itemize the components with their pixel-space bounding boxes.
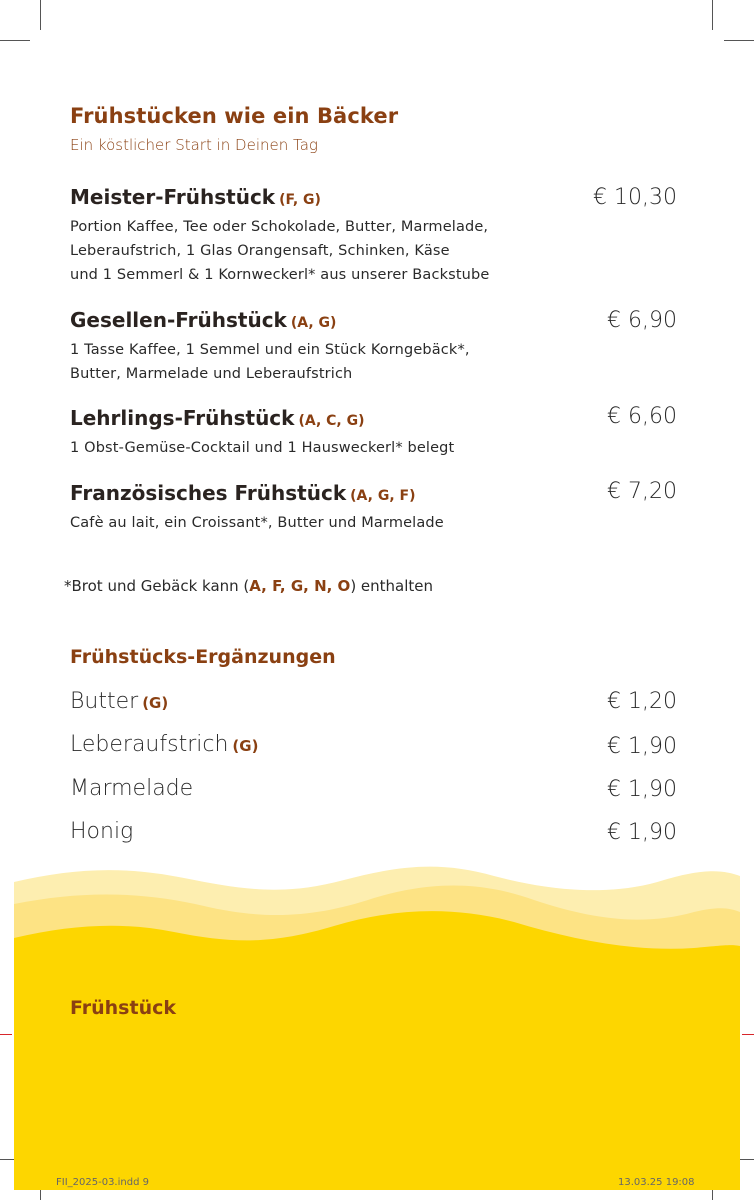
- footnote-text: ) enthalten: [350, 577, 434, 595]
- menu-item-description: [70, 511, 690, 535]
- allergen-codes: (F, G): [279, 192, 321, 208]
- extra-item-price: € 1,90: [607, 734, 677, 759]
- description-line: Butter, Marmelade und Leberaufstrich: [70, 366, 353, 382]
- description-line: Cafè au lait, ein Croissant*, Butter und Marmelade: [70, 515, 444, 531]
- footnote: [64, 577, 433, 595]
- print-slug: 13.03.25 19:08: [618, 1177, 695, 1188]
- extra-item-name: Honig: [70, 819, 134, 844]
- extras-heading: Frühstücks-Ergänzungen: [70, 646, 336, 668]
- description-line: 1 Tasse Kaffee, 1 Semmel und ein Stück Korngebäck*,: [70, 342, 470, 358]
- description-line: Leberaufstrich, 1 Glas Orangensaft, Schinken, Käse: [70, 243, 450, 259]
- extra-item: [70, 732, 258, 757]
- extra-item-price: € 1,90: [607, 820, 677, 845]
- menu-item-title: [70, 307, 690, 336]
- description-line: Portion Kaffee, Tee oder Schokolade, Butter, Marmelade,: [70, 219, 489, 235]
- menu-item-description: [70, 215, 690, 287]
- page-title: Frühstücken wie ein Bäcker: [70, 104, 399, 128]
- menu-item-name: Meister-Frühstück: [70, 185, 276, 209]
- menu-item: [70, 480, 690, 535]
- menu-item-name: Lehrlings-Frühstück: [70, 406, 295, 430]
- extra-item-name: Leberaufstrich: [70, 732, 229, 757]
- menu-item-title: [70, 405, 690, 434]
- menu-item: [70, 307, 690, 386]
- wave-background: [14, 860, 740, 1190]
- crop-mark: [712, 0, 713, 30]
- print-slug: FII_2025-03.indd 9: [56, 1177, 149, 1188]
- footer-title: Frühstück: [70, 997, 177, 1019]
- menu-item-price: € 6,60: [607, 404, 677, 429]
- wave-main: [14, 911, 740, 1190]
- menu-item-price: € 7,20: [607, 479, 677, 504]
- allergen-codes: (A, C, G): [298, 413, 365, 429]
- menu-item-description: [70, 338, 690, 386]
- description-line: 1 Obst-Gemüse-Cocktail und 1 Hausweckerl* belegt: [70, 440, 455, 456]
- allergen-codes: (G): [232, 737, 259, 755]
- page-subtitle: Ein köstlicher Start in Deinen Tag: [70, 136, 318, 154]
- menu-item: [70, 405, 690, 460]
- menu-item-name: Gesellen-Frühstück: [70, 308, 287, 332]
- allergen-codes: (A, G): [290, 315, 337, 331]
- extra-item: [70, 776, 193, 801]
- crop-mark: [40, 0, 41, 30]
- extra-item-price: € 1,20: [607, 689, 677, 714]
- menu-item-price: € 10,30: [593, 185, 677, 210]
- extra-item: [70, 819, 133, 844]
- menu-item-description: [70, 436, 690, 460]
- extra-item-name: Butter: [70, 689, 139, 714]
- fold-mark: [742, 1034, 754, 1035]
- allergen-codes: (G): [142, 694, 169, 712]
- extra-item: [70, 689, 168, 714]
- crop-mark: [0, 40, 30, 41]
- fold-mark: [0, 1034, 12, 1035]
- menu-item-name: Französisches Frühstück: [70, 481, 347, 505]
- extra-item-name: Marmelade: [70, 776, 194, 801]
- menu-item-title: [70, 480, 690, 509]
- menu-item-price: € 6,90: [607, 308, 677, 333]
- footnote-text: *Brot und Gebäck kann (: [64, 577, 250, 595]
- extra-item-price: € 1,90: [607, 777, 677, 802]
- footnote-allergens: A, F, G, N, O: [249, 577, 351, 595]
- description-line: und 1 Semmerl & 1 Kornweckerl* aus unserer Backstube: [70, 267, 490, 283]
- allergen-codes: (A, G, F): [350, 488, 416, 504]
- crop-mark: [724, 40, 754, 41]
